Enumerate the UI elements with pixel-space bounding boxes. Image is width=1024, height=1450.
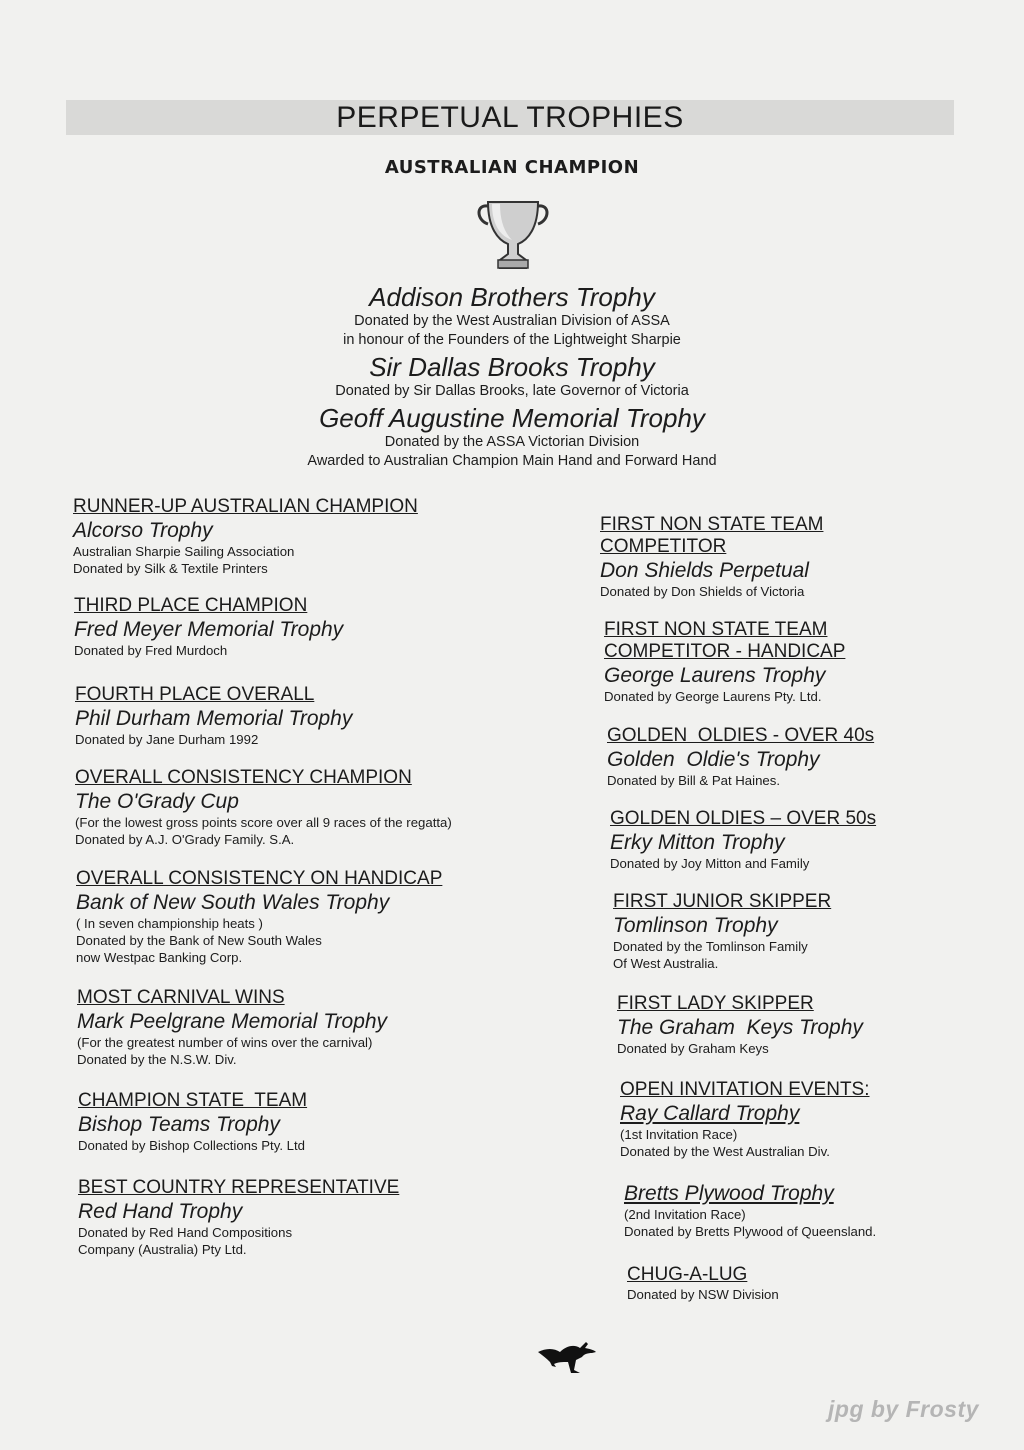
entry-note: Donated by Silk & Textile Printers xyxy=(73,561,268,576)
entry-trophy: Fred Meyer Memorial Trophy xyxy=(74,618,344,641)
entry-note: Donated by Graham Keys xyxy=(617,1041,769,1056)
entry-note: Donated by Red Hand Compositions xyxy=(78,1225,293,1240)
entry-note: Donated by George Laurens Pty. Ltd. xyxy=(604,689,822,704)
entry-trophy: Bishop Teams Trophy xyxy=(78,1113,280,1136)
entry-note: Donated by Joy Mitton and Family xyxy=(610,856,810,871)
entry-note: (2nd Invitation Race) xyxy=(624,1207,746,1222)
entry-heading: OPEN INVITATION EVENTS: xyxy=(620,1079,870,1100)
entry-heading: FOURTH PLACE OVERALL xyxy=(75,684,315,705)
page-title: PERPETUAL TROPHIES xyxy=(336,101,684,134)
main-trophy-note: Donated by the West Australian Division of ASSA xyxy=(354,313,670,329)
entry-note: Donated by Bishop Collections Pty. Ltd xyxy=(78,1138,306,1153)
entry-note: Donated by Don Shields of Victoria xyxy=(600,584,805,599)
left-entry-4 xyxy=(75,767,452,848)
entry-heading: GOLDEN OLDIES - OVER 40s xyxy=(607,725,875,746)
entry-heading: FIRST LADY SKIPPER xyxy=(617,993,814,1014)
entry-note: Donated by NSW Division xyxy=(627,1287,779,1302)
left-entry-7 xyxy=(78,1090,307,1154)
entry-heading: THIRD PLACE CHAMPION xyxy=(74,595,308,616)
entry-heading: OVERALL CONSISTENCY ON HANDICAP xyxy=(76,868,443,889)
entry-note: Donated by A.J. O'Grady Family. S.A. xyxy=(75,832,295,847)
main-trophy-title: Geoff Augustine Memorial Trophy xyxy=(319,403,705,433)
entry-heading: OVERALL CONSISTENCY CHAMPION xyxy=(75,767,412,788)
right-entry-7 xyxy=(620,1079,870,1160)
entry-heading: CHAMPION STATE TEAM xyxy=(78,1090,308,1111)
left-entry-5 xyxy=(76,868,442,966)
right-entry-8 xyxy=(624,1181,876,1240)
entry-trophy: George Laurens Trophy xyxy=(604,664,826,687)
entry-note: Company (Australia) Pty Ltd. xyxy=(78,1242,247,1257)
main-trophy-note: in honour of the Founders of the Lightweight Sharpie xyxy=(343,332,681,348)
entry-heading: FIRST NON STATE TEAM xyxy=(600,514,824,535)
entry-note: Australian Sharpie Sailing Association xyxy=(73,544,295,559)
entry-note: ( In seven championship heats ) xyxy=(76,916,263,931)
main-trophy-title: Sir Dallas Brooks Trophy xyxy=(369,352,655,382)
trophy-cup-icon xyxy=(474,198,552,270)
entry-trophy: Phil Durham Memorial Trophy xyxy=(75,707,353,730)
entry-heading: FIRST NON STATE TEAM xyxy=(604,619,828,640)
section-subtitle: AUSTRALIAN CHAMPION xyxy=(384,157,640,178)
main-trophy-note: Donated by Sir Dallas Brooks, late Governor of Victoria xyxy=(335,383,689,399)
left-entry-2 xyxy=(74,595,343,659)
main-trophy-1 xyxy=(0,282,1024,350)
main-trophy-2 xyxy=(0,352,1024,401)
kangaroo-logo-icon xyxy=(536,1336,598,1376)
entry-note: Donated by the Tomlinson Family xyxy=(613,939,808,954)
entry-note: (1st Invitation Race) xyxy=(620,1127,738,1142)
left-entry-8 xyxy=(78,1177,399,1258)
entry-trophy: Erky Mitton Trophy xyxy=(610,831,785,854)
entry-trophy: Bank of New South Wales Trophy xyxy=(76,891,390,914)
entry-heading: CHUG-A-LUG xyxy=(627,1264,748,1285)
entry-trophy: Golden Oldie's Trophy xyxy=(607,748,820,771)
entry-heading: MOST CARNIVAL WINS xyxy=(77,987,285,1008)
entry-note: now Westpac Banking Corp. xyxy=(76,950,243,965)
entry-note: Donated by Bretts Plywood of Queensland. xyxy=(624,1224,877,1239)
main-trophy-3 xyxy=(0,403,1024,471)
entry-heading: COMPETITOR - HANDICAP xyxy=(604,641,846,662)
left-entry-3 xyxy=(75,684,352,748)
entry-trophy: Mark Peelgrane Memorial Trophy xyxy=(77,1010,388,1033)
entry-heading: FIRST JUNIOR SKIPPER xyxy=(613,891,832,912)
entry-note: Of West Australia. xyxy=(613,956,719,971)
entry-heading: COMPETITOR xyxy=(600,536,727,557)
entry-note: Donated by Bill & Pat Haines. xyxy=(607,773,780,788)
main-trophy-note: Donated by the ASSA Victorian Division xyxy=(384,434,640,450)
title-banner xyxy=(66,100,954,135)
left-entry-6 xyxy=(77,987,387,1068)
right-entry-5 xyxy=(613,891,831,972)
entry-trophy: Don Shields Perpetual xyxy=(600,559,809,582)
entry-note: Donated by the West Australian Div. xyxy=(620,1144,830,1159)
right-entry-4 xyxy=(610,808,876,872)
entry-heading: BEST COUNTRY REPRESENTATIVE xyxy=(78,1177,400,1198)
entry-note: Donated by Jane Durham 1992 xyxy=(75,732,259,747)
right-entry-1 xyxy=(600,514,823,600)
entry-note: (For the greatest number of wins over the carnival) xyxy=(77,1035,373,1050)
entry-trophy: Ray Callard Trophy xyxy=(620,1102,800,1125)
entry-note: Donated by Fred Murdoch xyxy=(74,643,228,658)
right-entry-6 xyxy=(617,993,863,1057)
main-trophy-title: Addison Brothers Trophy xyxy=(369,282,655,312)
entry-heading: GOLDEN OLDIES – OVER 50s xyxy=(610,808,877,829)
entry-note: Donated by the Bank of New South Wales xyxy=(76,933,322,948)
left-entry-1 xyxy=(73,496,418,577)
watermark-text: jpg by Frosty xyxy=(828,1396,979,1422)
main-trophy-note: Awarded to Australian Champion Main Hand and Forward Hand xyxy=(307,453,717,469)
entry-trophy: Tomlinson Trophy xyxy=(613,914,778,937)
entry-trophy: The O'Grady Cup xyxy=(75,790,239,813)
entry-trophy: Alcorso Trophy xyxy=(73,519,213,542)
entry-trophy: Red Hand Trophy xyxy=(78,1200,243,1223)
entry-note: (For the lowest gross points score over all 9 races of the regatta) xyxy=(75,815,452,830)
right-entry-9 xyxy=(627,1264,779,1303)
entry-trophy: Bretts Plywood Trophy xyxy=(624,1182,834,1205)
entry-trophy: The Graham Keys Trophy xyxy=(617,1016,863,1039)
entry-note: Donated by the N.S.W. Div. xyxy=(77,1052,237,1067)
entry-heading: RUNNER-UP AUSTRALIAN CHAMPION xyxy=(73,496,418,517)
right-entry-2 xyxy=(604,619,845,705)
right-entry-3 xyxy=(607,725,874,789)
